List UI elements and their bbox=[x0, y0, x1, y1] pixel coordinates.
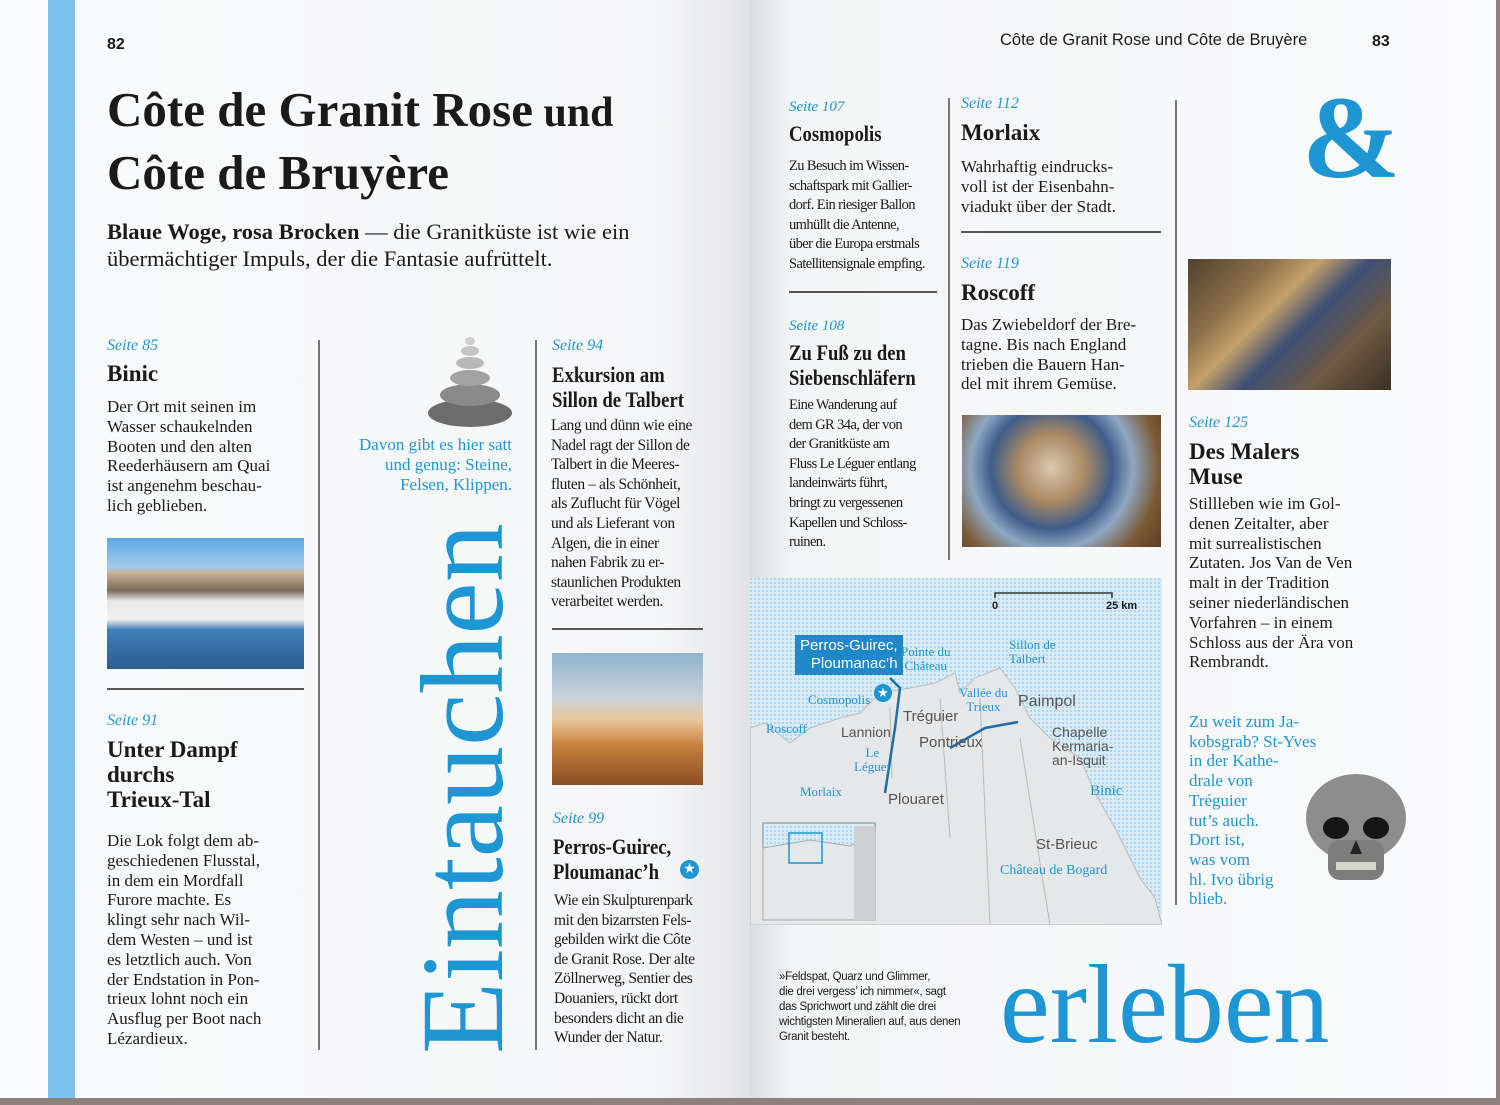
title-line2: Côte de Bruyère bbox=[107, 145, 449, 200]
star-highlight-icon: ★ bbox=[680, 860, 699, 879]
star-marker-icon: ★ bbox=[874, 684, 892, 702]
stacked-stones-image bbox=[425, 335, 515, 430]
entry-title: Perros-Guirec, Ploumanac’h bbox=[553, 834, 672, 884]
page-ref[interactable]: Seite 119 bbox=[961, 255, 1019, 272]
entry-text: Eine Wanderung auf dem GR 34a, der von der Granitküste am Fluss Le Léguer entlang landeinwärts führt, bringt zu vergessenen Kapellen und Schloss- ruinen. bbox=[789, 397, 916, 551]
map-label: Vallée du Trieux bbox=[959, 685, 1008, 714]
entry-title: Roscoff bbox=[961, 280, 1036, 305]
onion-farmers-photo bbox=[962, 415, 1161, 547]
skull-image bbox=[1300, 770, 1412, 888]
entry-text: Lang und dünn wie eine Nadel ragt der Sillon de Talbert in die Meeres- fluten – als Schönheit, als Zuflucht für Vögel und als Lieferant von Algen, die in einer nahen Fabrik zu er- staunlichen Produkten verarbeitet werden. bbox=[551, 417, 692, 611]
left-page bbox=[0, 0, 750, 1098]
entry-text: Wie ein Skulpturenpark mit den bizarrsten Fels- gebilden wirkt die Côte de Granit Rose. Der alte Zöllnerweg, Sentier des Douaniers, rückt dort besonders dicht an die Wunder der Natur. bbox=[554, 892, 695, 1047]
footnote-quote: »Feldspat, Quarz und Glimmer, die drei vergess’ ich nimmer«, sagt das Sprichwort und zählt die drei wichtigsten Mineralien auf, aus denen Granit besteht. bbox=[779, 971, 961, 1043]
map-label: Tréguier bbox=[903, 708, 959, 725]
map-label: Paimpol bbox=[1018, 693, 1076, 710]
running-head: Côte de Granit Rose und Côte de Bruyère bbox=[1000, 31, 1308, 49]
divider bbox=[107, 688, 304, 690]
vertical-heading-eintauchen: Eintauchen bbox=[397, 523, 528, 1054]
page-number: 82 bbox=[107, 36, 125, 53]
map-label: Sillon de Talbert bbox=[1009, 637, 1056, 666]
map-label: Binic bbox=[1090, 783, 1123, 799]
entry-title: Morlaix bbox=[961, 120, 1041, 145]
page-ref[interactable]: Seite 94 bbox=[552, 337, 604, 354]
page-ref[interactable]: Seite 112 bbox=[961, 95, 1019, 112]
map-highlight-label[interactable]: Perros-Guirec, Ploumanac’h bbox=[795, 635, 903, 675]
page-ref[interactable]: Seite 108 bbox=[789, 318, 845, 334]
ampersand-heading: & bbox=[1302, 72, 1401, 203]
column-rule bbox=[948, 98, 950, 560]
map-label: Pontrieux bbox=[919, 734, 983, 751]
scale-max: 25 km bbox=[1106, 600, 1138, 612]
blue-margin-stripe bbox=[48, 0, 75, 1098]
right-page bbox=[750, 0, 1496, 1098]
map-label: Le Léguer bbox=[854, 745, 891, 774]
divider bbox=[961, 231, 1161, 233]
entry-title: Cosmopolis bbox=[789, 121, 882, 146]
harbour-photo bbox=[107, 538, 304, 669]
column-rule bbox=[1175, 100, 1177, 905]
map-label: Pointe du Château bbox=[901, 644, 951, 673]
entry-title: Binic bbox=[107, 361, 159, 386]
divider bbox=[789, 291, 937, 293]
column-rule bbox=[535, 340, 537, 1050]
entry-text: Stillleben wie im Gol- denen Zeitalter, aber mit surrealistischen Zutaten. Jos Van de Ven malt in der Tradition seiner niederländischen Vorfahren – in einem Schloss aus der Ära von Rembrandt. bbox=[1189, 494, 1354, 672]
entry-title: Zu Fuß zu den Siebenschläfern bbox=[789, 340, 916, 390]
page-ref[interactable]: Seite 107 bbox=[789, 99, 845, 115]
entry-text: Zu Besuch im Wissen- schaftspark mit Gallier- dorf. Ein riesiger Ballon umhüllt die Antenne, über die Europa erstmals Satellitensignale empfing. bbox=[789, 158, 925, 272]
scale-zero: 0 bbox=[992, 600, 999, 612]
page-ref[interactable]: Seite 91 bbox=[107, 712, 159, 729]
rocks-photo bbox=[552, 653, 703, 785]
map-label: Roscoff bbox=[766, 721, 807, 736]
map-label: Chapelle Kermaria- an-Isquit bbox=[1052, 724, 1114, 768]
lead-bold: Blaue Woge, rosa Brocken bbox=[107, 219, 360, 244]
entry-text: Wahrhaftig eindrucks- voll ist der Eisenbahn- viadukt über der Stadt. bbox=[961, 157, 1116, 216]
map-label: Cosmopolis bbox=[808, 692, 871, 707]
map-label: Lannion bbox=[841, 724, 891, 740]
region-map bbox=[750, 578, 1162, 925]
page-ref[interactable]: Seite 85 bbox=[107, 337, 159, 354]
title-und: und bbox=[532, 90, 614, 136]
page-number: 83 bbox=[1372, 33, 1390, 50]
entry-text: Der Ort mit seinen im Wasser schaukelnden Booten und den alten Reederhäusern am Quai ist angenehm beschau- lich geblieben. bbox=[107, 397, 271, 515]
side-quote: Davon gibt es hier satt und genug: Steine, Felsen, Klippen. bbox=[359, 435, 512, 494]
map-label: Morlaix bbox=[800, 784, 842, 799]
map-label: Plouaret bbox=[888, 791, 944, 808]
lead-paragraph bbox=[107, 218, 727, 272]
column-rule bbox=[318, 340, 320, 1050]
divider bbox=[552, 628, 703, 630]
erleben-heading: erleben bbox=[1000, 943, 1330, 1067]
title-line1: Côte de Granit Rose bbox=[107, 82, 533, 137]
entry-title: Unter Dampf durchs Trieux-Tal bbox=[107, 737, 238, 812]
side-quote: Zu weit zum Ja- kobsgrab? St-Yves in der Kathe- drale von Tréguier tut’s auch. Dort ist, was vom hl. Ivo übrig blieb. bbox=[1189, 712, 1317, 909]
entry-title: Des Malers Muse bbox=[1189, 439, 1300, 489]
page-title bbox=[107, 80, 614, 203]
lead-text: — die Granitküste ist wie ein übermächtiger Impuls, der die Fantasie aufrüttelt. bbox=[107, 219, 630, 271]
entry-title: Exkursion am Sillon de Talbert bbox=[552, 362, 684, 412]
map-label: Château de Bogard bbox=[1000, 863, 1108, 878]
entry-text: Die Lok folgt dem ab- geschiedenen Flusstal, in dem ein Mordfall Furore machte. Es klingt sehr nach Wil- dem Westen – und ist es letztlich auch. Von der Endstation in Pon- trieux lohnt noch ein Ausflug per Boot nach Lézardieux. bbox=[107, 831, 262, 1048]
page-ref[interactable]: Seite 99 bbox=[553, 810, 605, 827]
page-ref[interactable]: Seite 125 bbox=[1189, 414, 1249, 431]
painter-studio-photo bbox=[1188, 259, 1391, 390]
entry-text: Das Zwiebeldorf der Bre- tagne. Bis nach England trieben die Bauern Han- del mit ihrem Gemüse. bbox=[961, 315, 1137, 394]
map-label: St-Brieuc bbox=[1036, 836, 1098, 853]
